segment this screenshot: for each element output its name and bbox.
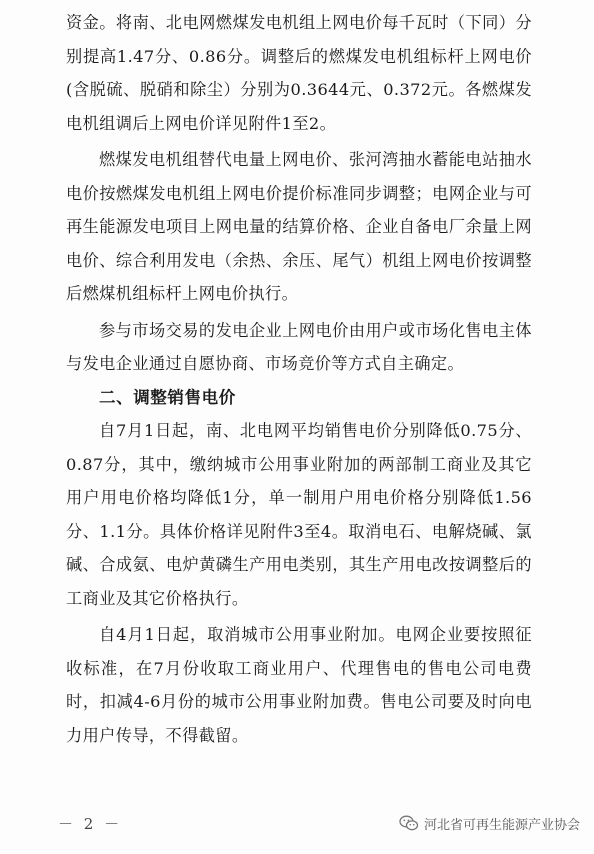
paragraph-market-trading: 参与市场交易的发电企业上网电价由用户或市场化售电主体与发电企业通过自愿协商、市场竞价等方式自主确定。 [66,320,532,373]
paragraph-surcharge-cancellation: 自4月1日起，取消城市公用事业附加。电网企业要按照征收标准，在7月份收取工商业用户、代理售电的售电公司电费时，扣减4-6月份的城市公用事业附加费。售电公司要及时向电力用户传导，不得截留。 [66,625,532,745]
paragraph-sync-adjustment: 燃煤发电机组替代电量上网电价、张河湾抽水蓄能电站抽水电价按燃煤发电机组上网电价提价标准同步调整；电网企业与可再生能源发电项目上网电量的结算价格、企业自备电厂余量上网电价、综合利用发电（余热、余压、尾气）机组上网电价按调整后燃煤机组标杆上网电价执行。 [66,150,532,303]
paragraph-price-increase: 资金。将南、北电网燃煤发电机组上网电价每千瓦时（下同）分别提高1.47分、0.86分。调整后的燃煤发电机组标杆上网电价(含脱硫、脱硝和除尘）分别为0.3644元、0.372元。各燃煤发电机组调后上网电价详见附件1至2。 [66,13,532,133]
page-number: － 2 － [58,815,123,833]
watermark [399,814,580,833]
wechat-icon [399,815,419,832]
watermark-text: 河北省可再生能源产业协会 [423,818,580,833]
paragraph-sales-price-reduction: 自7月1日起，南、北电网平均销售电价分别降低0.75分、0.87分，其中，缴纳城市公用事业附加的两部制工商业及其它用户用电价格均降低1分，单一制用户用电价格分别降低1.56分、1.1分。具体价格详见附件3至4。取消电石、电解烧碱、氯碱、合成氨、电炉黄磷生产用电类别，其生产用电改按调整后的工商业及其它价格执行。 [66,421,532,608]
section-heading: 二、调整销售电价 [99,387,236,407]
document-body [66,6,532,752]
